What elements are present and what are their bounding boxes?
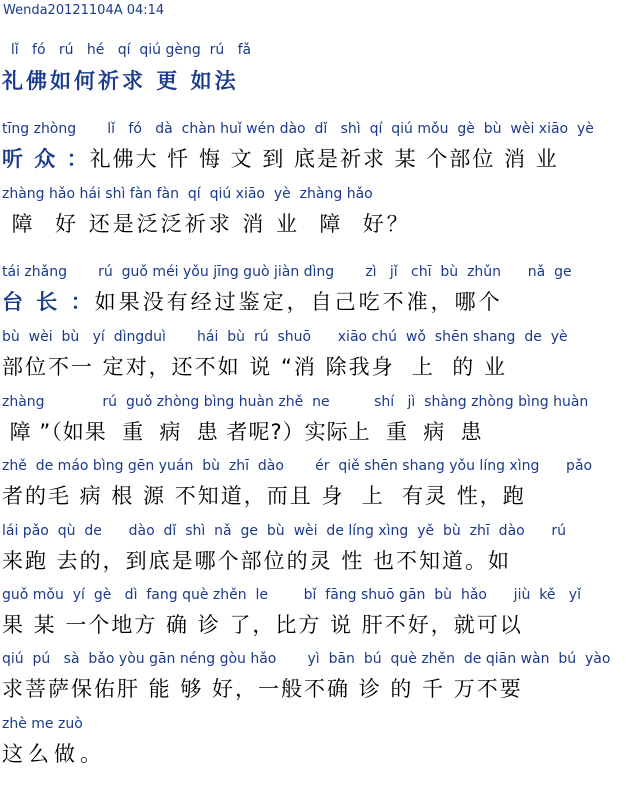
text-line-6: 者的毛 病 根 源 不知道，而且 身 上 有灵 性，跑 (2, 484, 526, 508)
text-line-9: 求菩萨保佑肝 能 够 好，一般不确 诊 的 千 万不要 (2, 677, 523, 701)
pinyin-line-7: lái pǎo qù de dào dǐ shì nǎ ge bù wèi de líng xìng yě bù zhī dào rú (2, 523, 567, 539)
speaker-label-host: 台 长 ： (2, 290, 95, 314)
title-pinyin: lǐ fó rú hé qí qiú gèng rú fǎ (2, 42, 252, 58)
text-line-1 (2, 143, 559, 173)
text-line-2: 障 好 还是泛泛祈求 消 业 障 好？ (2, 212, 411, 236)
text-line-3 (2, 286, 503, 316)
text-line-3-body: 如果没有经过鉴定，自己吃不准，哪个 (94, 290, 503, 314)
text-line-10: 这么做。 (2, 742, 106, 766)
text-line-5: 障 ”（如果 重 病 患 者呢?）实际上 重 病 患 (2, 420, 483, 444)
pinyin-line-6: zhě de máo bìng gēn yuán bù zhī dào ér qiě shēn shang yǒu líng xìng pǎo (2, 458, 593, 474)
pinyin-line-8: guǒ mǒu yí gè dì fang què zhěn le bǐ fāng shuō gān bù hǎo jiù kě yǐ (2, 587, 581, 603)
text-line-1-body: 礼佛大 忏 悔 文 到 底是祈求 某 个部位 消 业 (89, 147, 559, 171)
pinyin-line-5: zhàng rú guǒ zhòng bìng huàn zhě ne shí jì shàng zhòng bìng huàn (2, 394, 589, 410)
pinyin-line-9: qiú pú sà bǎo yòu gān néng gòu hǎo yì bān bú què zhěn de qiān wàn bú yào (2, 651, 611, 667)
speaker-label-audience: 听 众 ： (2, 147, 90, 171)
text-line-8: 果 某 一个地方 确 诊 了，比方 说 肝不好，就可以 (2, 613, 523, 637)
pinyin-line-10: zhè me zuò (2, 716, 83, 732)
video-caption: Wenda20121104A 04:14 (3, 3, 165, 18)
pinyin-line-2: zhàng hǎo hái shì fàn fàn qí qiú xiāo yè zhàng hǎo (2, 186, 373, 202)
page-title: 礼佛如何祈求 更 如法 (2, 69, 239, 93)
text-line-7: 来跑 去的，到底是哪个部位的灵 性 也不知道。如 (2, 549, 512, 573)
pinyin-line-3: tái zhǎng rú guǒ méi yǒu jīng guò jiàn dìng zì jǐ chī bù zhǔn nǎ ge (2, 264, 572, 280)
pinyin-line-1: tīng zhòng lǐ fó dà chàn huǐ wén dào dǐ shì qí qiú mǒu gè bù wèi xiāo yè (2, 121, 594, 137)
text-line-4: 部位不一 定对，还不如 说 “消 除我身 上 的 业 (2, 355, 507, 379)
pinyin-line-4: bù wèi bù yí dìngduì hái bù rú shuō xiāo chú wǒ shēn shang de yè (2, 329, 568, 345)
